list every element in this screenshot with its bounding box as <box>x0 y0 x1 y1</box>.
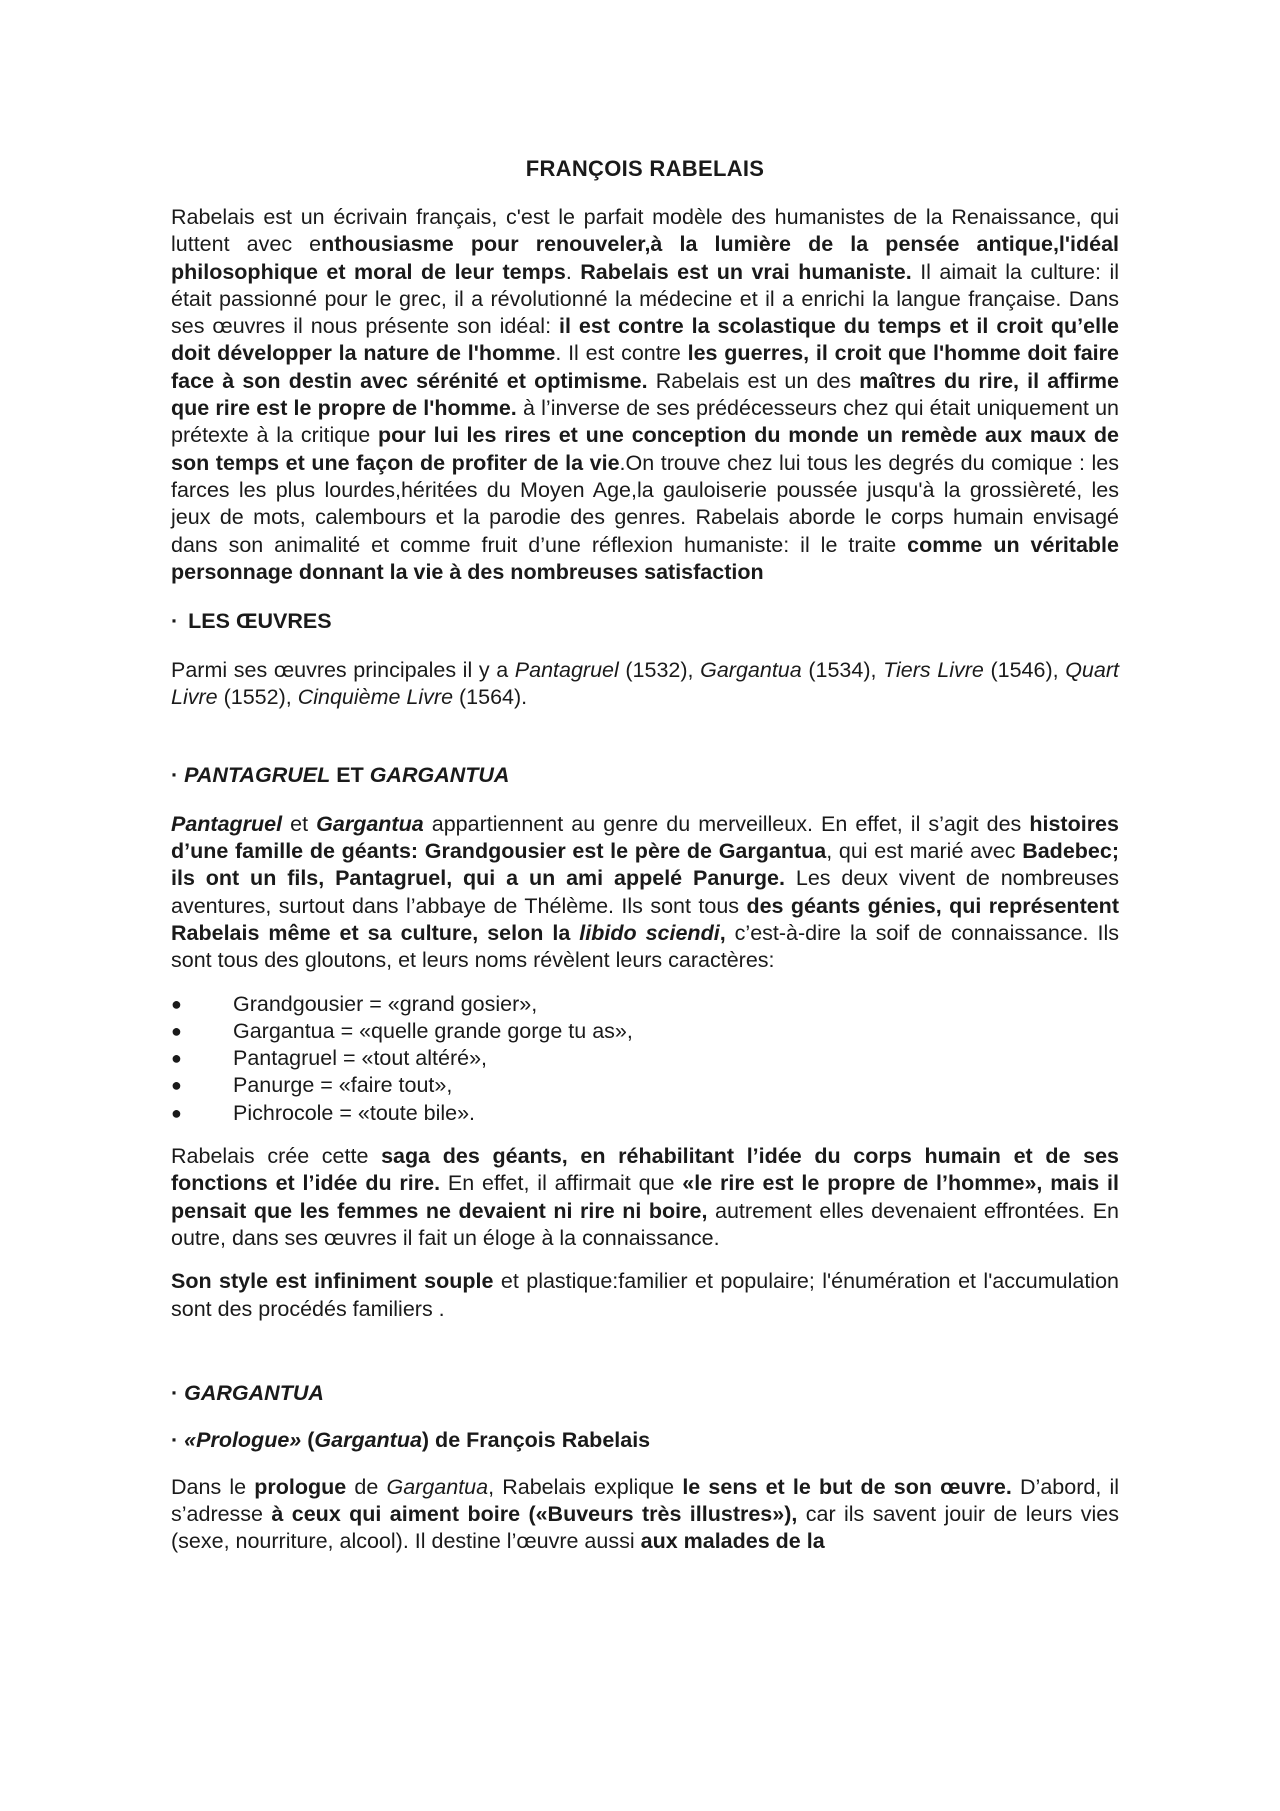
text-run: Gargantua <box>316 811 424 836</box>
text-run: il est contre la scolastique du temps et il croit qu’elle doit développer la nature de l'homme <box>171 314 1119 366</box>
text-run: . Il est contre <box>555 341 688 366</box>
text-run: · <box>171 1427 179 1452</box>
text-run: Pantagruel <box>514 658 619 683</box>
heading-oeuvres-text: LES ŒUVRES <box>188 609 332 634</box>
text-run: à l’inverse de ses prédécesseurs chez qui était uniquement un prétexte à la critique <box>171 396 1119 448</box>
text-run: autrement elles devenaient effrontées. En outre, dans ses œuvres il fait un éloge à la connaissance. <box>171 1198 1119 1250</box>
heading-prologue <box>171 1427 1119 1454</box>
text-run: Rabelais est un vrai humaniste. <box>580 259 912 284</box>
text-run: , qui est marié avec <box>826 839 1023 864</box>
list-item-text: Panurge = «faire tout», <box>233 1073 453 1098</box>
text-run: à ceux qui aiment boire («Buveurs très illustres»), <box>271 1502 798 1527</box>
text-run: et <box>282 811 317 836</box>
document-title: FRANÇOIS RABELAIS <box>525 156 765 181</box>
text-run: saga des géants, en réhabilitant l’idée du corps humain et de ses fonctions et l’idée du rire. <box>171 1144 1119 1196</box>
text-run: En effet, il affirmait que <box>440 1171 683 1196</box>
text-run: Gargantua <box>386 1474 489 1499</box>
text-run: (1534), <box>801 658 884 683</box>
text-run: Rabelais est un écrivain français, c'est le parfait modèle des humanistes de la Renaissance, qui luttent avec e <box>171 205 1119 257</box>
text-run: GARGANTUA <box>369 762 510 787</box>
text-run: Pantagruel <box>171 811 283 836</box>
text-run: c’est-à-dire la soif de connaissance. Ils sont tous des gloutons, et leurs noms révèlent leurs caractères: <box>171 920 1119 973</box>
list-item-text: Pichrocole = «toute bile». <box>233 1100 476 1125</box>
text-run: PANTAGRUEL <box>184 762 331 787</box>
list-item-text: Gargantua = «quelle grande gorge tu as», <box>233 1018 633 1043</box>
names-list <box>171 991 1119 1127</box>
text-run: GARGANTUA <box>184 1380 324 1405</box>
heading-oeuvres <box>171 608 1119 635</box>
bullet-dot-icon: ● <box>171 1075 182 1096</box>
text-run: nthousiasme pour renouveler,à la lumière de la pensée antique,l'idéal philosophique et moral de leur temps <box>171 232 1119 284</box>
text-run: Gargantua <box>700 658 802 683</box>
text-run: comme un véritable personnage donnant la vie à des nombreuses satisfaction <box>171 532 1119 584</box>
text-run: . <box>565 259 581 284</box>
list-item <box>171 1072 1119 1099</box>
heading-bullet: · <box>171 609 179 634</box>
text-run: D’abord, il s’adresse <box>171 1474 1120 1527</box>
bullet-dot-icon: ● <box>171 993 182 1014</box>
text-run: Parmi ses œuvres principales il y a <box>171 658 515 683</box>
text-run: maîtres du rire, il affirme que rire est le propre de l'homme. <box>171 368 1119 421</box>
heading-gargantua <box>171 1380 1119 1407</box>
text-run: (1564). <box>453 685 528 710</box>
text-run: ET <box>330 762 370 787</box>
text-run: «Prologue» <box>184 1427 302 1452</box>
style-paragraph <box>171 1268 1119 1323</box>
text-run: (1552), <box>217 685 298 710</box>
text-run: · <box>171 762 179 787</box>
heading-pantagruel-gargantua <box>171 762 1119 789</box>
text-run: (1546), <box>983 658 1066 683</box>
text-run: car ils savent jouir de leurs vies (sexe, nourriture, alcool). Il destine l’œuvre aussi <box>171 1502 1119 1554</box>
saga-paragraph <box>171 1143 1119 1252</box>
prologue-paragraph <box>171 1474 1119 1556</box>
bullet-dot-icon: ● <box>171 1102 182 1123</box>
text-run: Dans le <box>171 1474 255 1499</box>
text-run: pour lui les rires et une conception du monde un remède aux maux de son temps et une façon de profiter de la vie <box>171 423 1119 475</box>
text-run: le sens et le but de son œuvre. <box>682 1474 1012 1499</box>
list-item <box>171 991 1119 1018</box>
text-run: «le rire est le propre de l’homme», mais il pensait que les femmes ne devaient ni rire ni boire, <box>171 1171 1119 1223</box>
list-item <box>171 1045 1119 1072</box>
text-run: , Rabelais explique <box>488 1474 683 1499</box>
text-run: Badebec; ils ont un fils, Pantagruel, qui a un ami appelé Panurge. <box>171 839 1119 891</box>
oeuvres-paragraph <box>171 657 1119 712</box>
text-run: des géants génies, qui représentent Rabelais même et sa culture, selon la <box>171 893 1119 945</box>
text-run: Cinquième Livre <box>297 685 454 710</box>
text-run: de <box>346 1474 387 1499</box>
text-run: (1532), <box>618 658 701 683</box>
text-run: aux malades de la <box>640 1529 825 1554</box>
text-run: Gargantua <box>314 1427 422 1452</box>
list-item-text: Grandgousier = «grand gosier», <box>233 991 538 1016</box>
pantagruel-gargantua-paragraph <box>171 811 1119 975</box>
text-run: , <box>719 920 726 945</box>
bullet-dot-icon: ● <box>171 1020 182 1041</box>
text-run: Les deux vivent de nombreuses aventures, surtout dans l’abbaye de Thélème. Ils sont tous <box>171 866 1120 918</box>
text-run: appartiennent au genre du merveilleux. En effet, il s’agit des <box>423 811 1030 836</box>
text-run: Il aimait la culture: il était passionné pour le grec, il a révolutionné la médecine et il a enrichi la langue française. Dans ses œuvres il nous présente son idéal: <box>171 259 1120 339</box>
list-item <box>171 1018 1119 1045</box>
text-run: Son style est infiniment souple <box>171 1269 494 1294</box>
list-item-text: Pantagruel = «tout altéré», <box>233 1046 488 1071</box>
text-run: prologue <box>254 1474 347 1499</box>
list-item <box>171 1100 1119 1127</box>
text-run: ) de François Rabelais <box>421 1427 651 1452</box>
text-run: ( <box>301 1427 315 1452</box>
bullet-dot-icon: ● <box>171 1048 182 1069</box>
text-run: libido sciendi <box>579 920 720 945</box>
text-run: Quart Livre <box>171 658 1119 710</box>
text-run: les guerres, il croit que l'homme doit faire face à son destin avec sérénité et optimisme. <box>171 341 1119 393</box>
text-run: Tiers Livre <box>883 658 984 683</box>
text-run: · <box>171 1380 179 1405</box>
text-run: Rabelais est un des <box>647 368 860 393</box>
intro-paragraph <box>171 204 1119 586</box>
text-run: .On trouve chez lui tous les degrés du comique : les farces les plus lourdes,héritées du Moyen Age,la gauloiserie poussée jusqu'à la grossièreté, les jeux de mots, calembours et la parodie des genres. Rabelais aborde le corps humain envisagé dans son animalité et comme fruit d’une réflexion humaniste: il le traite <box>171 450 1119 557</box>
text-run: histoires d’une famille de géants: Grandgousier est le père de Gargantua <box>171 811 1119 864</box>
text-run: et plastique:familier et populaire; l'énumération et l'accumulation sont des procédés familiers . <box>171 1269 1119 1321</box>
text-run: Rabelais crée cette <box>171 1144 382 1169</box>
